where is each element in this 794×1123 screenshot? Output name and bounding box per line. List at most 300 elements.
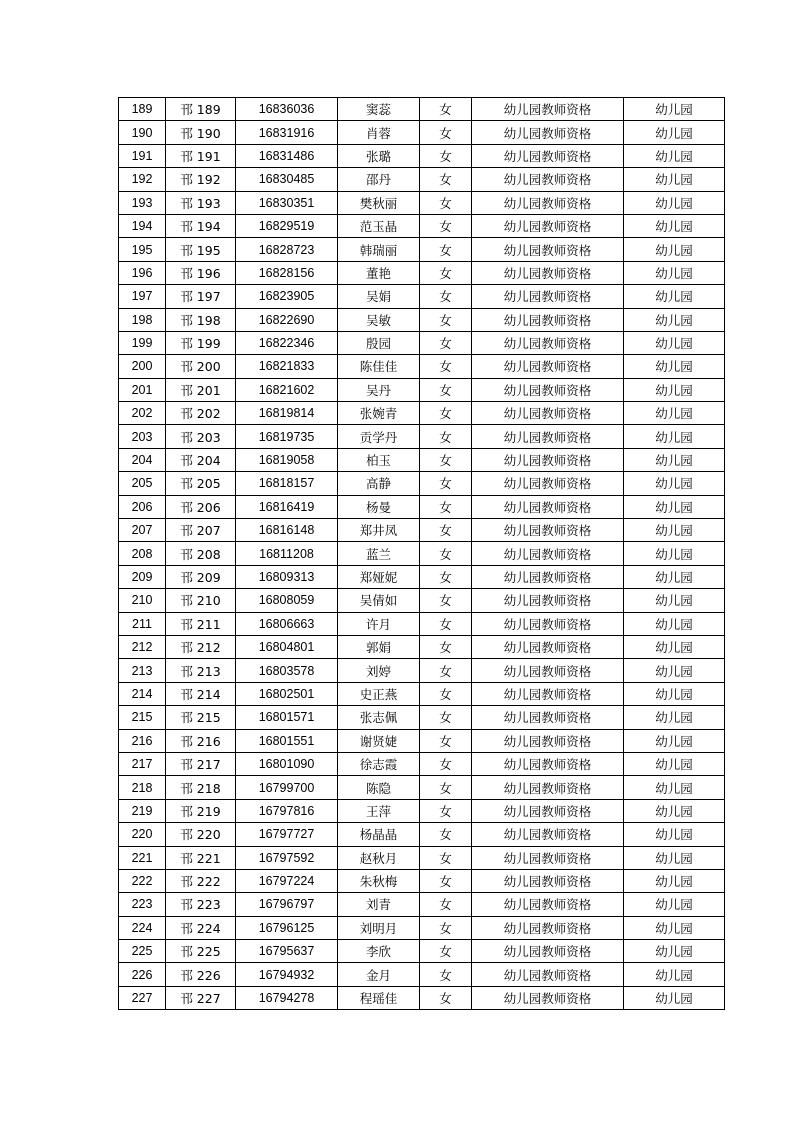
cell-gender: 女: [420, 869, 472, 892]
cell-gender: 女: [420, 308, 472, 331]
roster-table-body: [119, 98, 725, 1010]
cell-gender: 女: [420, 121, 472, 144]
cell-code: 邗 196: [166, 261, 236, 284]
cell-id: 16819735: [236, 425, 338, 448]
cell-name: 邵丹: [338, 168, 420, 191]
cell-qualification: 幼儿园教师资格: [472, 542, 624, 565]
cell-level: 幼儿园: [624, 519, 725, 542]
cell-gender: 女: [420, 378, 472, 401]
cell-name: 郭娟: [338, 635, 420, 658]
cell-name: 郑娅妮: [338, 565, 420, 588]
cell-id: 16803578: [236, 659, 338, 682]
table-row: [119, 893, 725, 916]
cell-id: 16831486: [236, 144, 338, 167]
cell-qualification: 幼儿园教师资格: [472, 519, 624, 542]
cell-name: 张璐: [338, 144, 420, 167]
cell-code: 邗 192: [166, 168, 236, 191]
cell-qualification: 幼儿园教师资格: [472, 940, 624, 963]
table-row: [119, 121, 725, 144]
cell-name: 陈隐: [338, 776, 420, 799]
table-row: [119, 729, 725, 752]
cell-seq: 193: [119, 191, 166, 214]
cell-seq: 192: [119, 168, 166, 191]
cell-gender: 女: [420, 799, 472, 822]
cell-name: 徐志霞: [338, 752, 420, 775]
cell-qualification: 幼儿园教师资格: [472, 238, 624, 261]
cell-name: 张志佩: [338, 706, 420, 729]
cell-id: 16819058: [236, 448, 338, 471]
cell-code: 邗 194: [166, 214, 236, 237]
cell-code: 邗 201: [166, 378, 236, 401]
cell-level: 幼儿园: [624, 308, 725, 331]
cell-gender: 女: [420, 261, 472, 284]
table-row: [119, 986, 725, 1009]
table-row: [119, 261, 725, 284]
cell-qualification: 幼儿园教师资格: [472, 823, 624, 846]
cell-seq: 227: [119, 986, 166, 1009]
cell-level: 幼儿园: [624, 261, 725, 284]
cell-qualification: 幼儿园教师资格: [472, 168, 624, 191]
cell-qualification: 幼儿园教师资格: [472, 448, 624, 471]
cell-qualification: 幼儿园教师资格: [472, 869, 624, 892]
cell-name: 吴倩如: [338, 589, 420, 612]
cell-id: 16831916: [236, 121, 338, 144]
cell-id: 16821833: [236, 355, 338, 378]
cell-qualification: 幼儿园教师资格: [472, 706, 624, 729]
cell-seq: 225: [119, 940, 166, 963]
table-row: [119, 355, 725, 378]
cell-gender: 女: [420, 823, 472, 846]
cell-name: 金月: [338, 963, 420, 986]
cell-qualification: 幼儿园教师资格: [472, 893, 624, 916]
cell-code: 邗 204: [166, 448, 236, 471]
cell-code: 邗 208: [166, 542, 236, 565]
roster-table: [118, 97, 725, 1010]
cell-seq: 216: [119, 729, 166, 752]
cell-code: 邗 189: [166, 98, 236, 121]
cell-qualification: 幼儿园教师资格: [472, 846, 624, 869]
cell-qualification: 幼儿园教师资格: [472, 144, 624, 167]
cell-level: 幼儿园: [624, 168, 725, 191]
cell-name: 刘明月: [338, 916, 420, 939]
cell-code: 邗 206: [166, 495, 236, 518]
cell-code: 邗 209: [166, 565, 236, 588]
table-row: [119, 144, 725, 167]
cell-seq: 226: [119, 963, 166, 986]
cell-qualification: 幼儿园教师资格: [472, 308, 624, 331]
cell-code: 邗 218: [166, 776, 236, 799]
cell-gender: 女: [420, 98, 472, 121]
cell-id: 16801551: [236, 729, 338, 752]
cell-code: 邗 198: [166, 308, 236, 331]
cell-code: 邗 210: [166, 589, 236, 612]
cell-id: 16822346: [236, 331, 338, 354]
cell-id: 16794278: [236, 986, 338, 1009]
cell-qualification: 幼儿园教师资格: [472, 121, 624, 144]
cell-name: 吴丹: [338, 378, 420, 401]
table-row: [119, 963, 725, 986]
cell-code: 邗 195: [166, 238, 236, 261]
table-row: [119, 612, 725, 635]
cell-seq: 223: [119, 893, 166, 916]
cell-gender: 女: [420, 168, 472, 191]
cell-gender: 女: [420, 144, 472, 167]
cell-seq: 199: [119, 331, 166, 354]
cell-seq: 222: [119, 869, 166, 892]
cell-id: 16828156: [236, 261, 338, 284]
cell-code: 邗 223: [166, 893, 236, 916]
cell-code: 邗 213: [166, 659, 236, 682]
cell-qualification: 幼儿园教师资格: [472, 331, 624, 354]
cell-seq: 206: [119, 495, 166, 518]
cell-gender: 女: [420, 635, 472, 658]
table-row: [119, 869, 725, 892]
cell-seq: 217: [119, 752, 166, 775]
cell-gender: 女: [420, 191, 472, 214]
cell-qualification: 幼儿园教师资格: [472, 682, 624, 705]
cell-code: 邗 205: [166, 472, 236, 495]
cell-code: 邗 225: [166, 940, 236, 963]
cell-name: 陈佳佳: [338, 355, 420, 378]
cell-level: 幼儿园: [624, 565, 725, 588]
cell-seq: 215: [119, 706, 166, 729]
cell-name: 谢贤婕: [338, 729, 420, 752]
cell-code: 邗 193: [166, 191, 236, 214]
cell-level: 幼儿园: [624, 729, 725, 752]
cell-level: 幼儿园: [624, 846, 725, 869]
cell-id: 16799700: [236, 776, 338, 799]
cell-code: 邗 190: [166, 121, 236, 144]
cell-gender: 女: [420, 542, 472, 565]
cell-name: 杨曼: [338, 495, 420, 518]
table-row: [119, 846, 725, 869]
cell-level: 幼儿园: [624, 542, 725, 565]
cell-gender: 女: [420, 448, 472, 471]
cell-level: 幼儿园: [624, 893, 725, 916]
table-row: [119, 542, 725, 565]
cell-gender: 女: [420, 729, 472, 752]
cell-seq: 220: [119, 823, 166, 846]
cell-code: 邗 215: [166, 706, 236, 729]
table-row: [119, 659, 725, 682]
cell-qualification: 幼儿园教师资格: [472, 729, 624, 752]
cell-qualification: 幼儿园教师资格: [472, 776, 624, 799]
table-row: [119, 285, 725, 308]
cell-code: 邗 221: [166, 846, 236, 869]
cell-level: 幼儿园: [624, 144, 725, 167]
cell-seq: 189: [119, 98, 166, 121]
table-row: [119, 214, 725, 237]
cell-code: 邗 211: [166, 612, 236, 635]
cell-seq: 197: [119, 285, 166, 308]
cell-qualification: 幼儿园教师资格: [472, 659, 624, 682]
cell-level: 幼儿园: [624, 940, 725, 963]
cell-name: 史正燕: [338, 682, 420, 705]
cell-gender: 女: [420, 519, 472, 542]
cell-seq: 221: [119, 846, 166, 869]
cell-code: 邗 216: [166, 729, 236, 752]
cell-id: 16818157: [236, 472, 338, 495]
cell-gender: 女: [420, 402, 472, 425]
cell-name: 韩瑞丽: [338, 238, 420, 261]
cell-qualification: 幼儿园教师资格: [472, 425, 624, 448]
cell-gender: 女: [420, 565, 472, 588]
cell-id: 16806663: [236, 612, 338, 635]
cell-seq: 224: [119, 916, 166, 939]
cell-qualification: 幼儿园教师资格: [472, 635, 624, 658]
table-row: [119, 799, 725, 822]
cell-gender: 女: [420, 355, 472, 378]
cell-qualification: 幼儿园教师资格: [472, 214, 624, 237]
cell-id: 16816419: [236, 495, 338, 518]
cell-gender: 女: [420, 589, 472, 612]
cell-level: 幼儿园: [624, 355, 725, 378]
cell-level: 幼儿园: [624, 916, 725, 939]
cell-gender: 女: [420, 682, 472, 705]
table-row: [119, 916, 725, 939]
cell-id: 16795637: [236, 940, 338, 963]
cell-seq: 201: [119, 378, 166, 401]
cell-code: 邗 226: [166, 963, 236, 986]
document-page: [118, 97, 725, 1010]
cell-qualification: 幼儿园教师资格: [472, 495, 624, 518]
cell-seq: 211: [119, 612, 166, 635]
cell-id: 16797727: [236, 823, 338, 846]
cell-gender: 女: [420, 238, 472, 261]
cell-id: 16829519: [236, 214, 338, 237]
table-row: [119, 168, 725, 191]
cell-id: 16808059: [236, 589, 338, 612]
cell-qualification: 幼儿园教师资格: [472, 98, 624, 121]
cell-code: 邗 199: [166, 331, 236, 354]
cell-seq: 219: [119, 799, 166, 822]
cell-qualification: 幼儿园教师资格: [472, 799, 624, 822]
cell-name: 李欣: [338, 940, 420, 963]
cell-seq: 218: [119, 776, 166, 799]
cell-level: 幼儿园: [624, 121, 725, 144]
cell-qualification: 幼儿园教师资格: [472, 402, 624, 425]
table-row: [119, 565, 725, 588]
cell-gender: 女: [420, 706, 472, 729]
cell-level: 幼儿园: [624, 285, 725, 308]
table-row: [119, 940, 725, 963]
cell-code: 邗 217: [166, 752, 236, 775]
table-row: [119, 752, 725, 775]
cell-level: 幼儿园: [624, 472, 725, 495]
table-row: [119, 472, 725, 495]
cell-qualification: 幼儿园教师资格: [472, 612, 624, 635]
cell-id: 16796797: [236, 893, 338, 916]
cell-seq: 190: [119, 121, 166, 144]
cell-id: 16830485: [236, 168, 338, 191]
table-row: [119, 402, 725, 425]
cell-code: 邗 200: [166, 355, 236, 378]
cell-code: 邗 212: [166, 635, 236, 658]
cell-seq: 202: [119, 402, 166, 425]
cell-level: 幼儿园: [624, 402, 725, 425]
cell-id: 16836036: [236, 98, 338, 121]
cell-name: 肖蓉: [338, 121, 420, 144]
cell-name: 窦蕊: [338, 98, 420, 121]
cell-gender: 女: [420, 659, 472, 682]
cell-level: 幼儿园: [624, 776, 725, 799]
cell-code: 邗 207: [166, 519, 236, 542]
cell-seq: 212: [119, 635, 166, 658]
cell-code: 邗 202: [166, 402, 236, 425]
cell-name: 蓝兰: [338, 542, 420, 565]
cell-id: 16816148: [236, 519, 338, 542]
table-row: [119, 98, 725, 121]
cell-name: 赵秋月: [338, 846, 420, 869]
cell-name: 程瑶佳: [338, 986, 420, 1009]
cell-name: 张婉青: [338, 402, 420, 425]
cell-name: 朱秋梅: [338, 869, 420, 892]
table-row: [119, 378, 725, 401]
cell-name: 殷园: [338, 331, 420, 354]
cell-code: 邗 220: [166, 823, 236, 846]
cell-level: 幼儿园: [624, 378, 725, 401]
cell-id: 16797592: [236, 846, 338, 869]
table-row: [119, 238, 725, 261]
table-row: [119, 495, 725, 518]
cell-qualification: 幼儿园教师资格: [472, 261, 624, 284]
cell-seq: 203: [119, 425, 166, 448]
cell-qualification: 幼儿园教师资格: [472, 986, 624, 1009]
cell-qualification: 幼儿园教师资格: [472, 916, 624, 939]
cell-level: 幼儿园: [624, 214, 725, 237]
cell-level: 幼儿园: [624, 635, 725, 658]
cell-level: 幼儿园: [624, 963, 725, 986]
cell-qualification: 幼儿园教师资格: [472, 472, 624, 495]
cell-name: 刘婷: [338, 659, 420, 682]
cell-seq: 198: [119, 308, 166, 331]
cell-gender: 女: [420, 846, 472, 869]
cell-seq: 214: [119, 682, 166, 705]
cell-id: 16797224: [236, 869, 338, 892]
table-row: [119, 589, 725, 612]
cell-code: 邗 214: [166, 682, 236, 705]
cell-qualification: 幼儿园教师资格: [472, 355, 624, 378]
cell-name: 贡学丹: [338, 425, 420, 448]
cell-name: 樊秋丽: [338, 191, 420, 214]
cell-code: 邗 197: [166, 285, 236, 308]
cell-level: 幼儿园: [624, 495, 725, 518]
table-row: [119, 331, 725, 354]
cell-gender: 女: [420, 986, 472, 1009]
cell-qualification: 幼儿园教师资格: [472, 752, 624, 775]
cell-id: 16830351: [236, 191, 338, 214]
cell-gender: 女: [420, 752, 472, 775]
cell-name: 王萍: [338, 799, 420, 822]
cell-name: 许月: [338, 612, 420, 635]
cell-level: 幼儿园: [624, 799, 725, 822]
cell-seq: 194: [119, 214, 166, 237]
cell-code: 邗 219: [166, 799, 236, 822]
cell-level: 幼儿园: [624, 191, 725, 214]
cell-name: 柏玉: [338, 448, 420, 471]
cell-qualification: 幼儿园教师资格: [472, 285, 624, 308]
cell-gender: 女: [420, 285, 472, 308]
table-row: [119, 191, 725, 214]
cell-gender: 女: [420, 425, 472, 448]
cell-level: 幼儿园: [624, 612, 725, 635]
cell-seq: 205: [119, 472, 166, 495]
cell-seq: 209: [119, 565, 166, 588]
cell-seq: 200: [119, 355, 166, 378]
cell-id: 16804801: [236, 635, 338, 658]
table-row: [119, 519, 725, 542]
cell-code: 邗 191: [166, 144, 236, 167]
cell-name: 吴娟: [338, 285, 420, 308]
cell-seq: 213: [119, 659, 166, 682]
cell-name: 郑井凤: [338, 519, 420, 542]
cell-qualification: 幼儿园教师资格: [472, 378, 624, 401]
cell-name: 高静: [338, 472, 420, 495]
cell-name: 范玉晶: [338, 214, 420, 237]
cell-level: 幼儿园: [624, 986, 725, 1009]
cell-code: 邗 224: [166, 916, 236, 939]
cell-seq: 204: [119, 448, 166, 471]
cell-level: 幼儿园: [624, 682, 725, 705]
cell-seq: 208: [119, 542, 166, 565]
cell-gender: 女: [420, 963, 472, 986]
cell-level: 幼儿园: [624, 752, 725, 775]
cell-level: 幼儿园: [624, 659, 725, 682]
cell-gender: 女: [420, 916, 472, 939]
cell-code: 邗 227: [166, 986, 236, 1009]
cell-id: 16828723: [236, 238, 338, 261]
cell-name: 董艳: [338, 261, 420, 284]
cell-gender: 女: [420, 940, 472, 963]
cell-gender: 女: [420, 612, 472, 635]
cell-id: 16794932: [236, 963, 338, 986]
cell-id: 16797816: [236, 799, 338, 822]
cell-gender: 女: [420, 776, 472, 799]
cell-seq: 191: [119, 144, 166, 167]
cell-seq: 210: [119, 589, 166, 612]
table-row: [119, 682, 725, 705]
cell-id: 16802501: [236, 682, 338, 705]
table-row: [119, 706, 725, 729]
cell-seq: 195: [119, 238, 166, 261]
cell-level: 幼儿园: [624, 706, 725, 729]
cell-code: 邗 222: [166, 869, 236, 892]
cell-id: 16801090: [236, 752, 338, 775]
table-row: [119, 635, 725, 658]
cell-id: 16801571: [236, 706, 338, 729]
table-row: [119, 448, 725, 471]
table-row: [119, 823, 725, 846]
cell-name: 刘青: [338, 893, 420, 916]
cell-level: 幼儿园: [624, 98, 725, 121]
table-row: [119, 425, 725, 448]
cell-level: 幼儿园: [624, 425, 725, 448]
cell-qualification: 幼儿园教师资格: [472, 191, 624, 214]
cell-gender: 女: [420, 214, 472, 237]
cell-gender: 女: [420, 893, 472, 916]
table-row: [119, 776, 725, 799]
cell-gender: 女: [420, 495, 472, 518]
cell-level: 幼儿园: [624, 331, 725, 354]
cell-id: 16809313: [236, 565, 338, 588]
cell-level: 幼儿园: [624, 589, 725, 612]
cell-id: 16822690: [236, 308, 338, 331]
cell-level: 幼儿园: [624, 448, 725, 471]
cell-qualification: 幼儿园教师资格: [472, 565, 624, 588]
cell-seq: 196: [119, 261, 166, 284]
cell-gender: 女: [420, 472, 472, 495]
table-row: [119, 308, 725, 331]
